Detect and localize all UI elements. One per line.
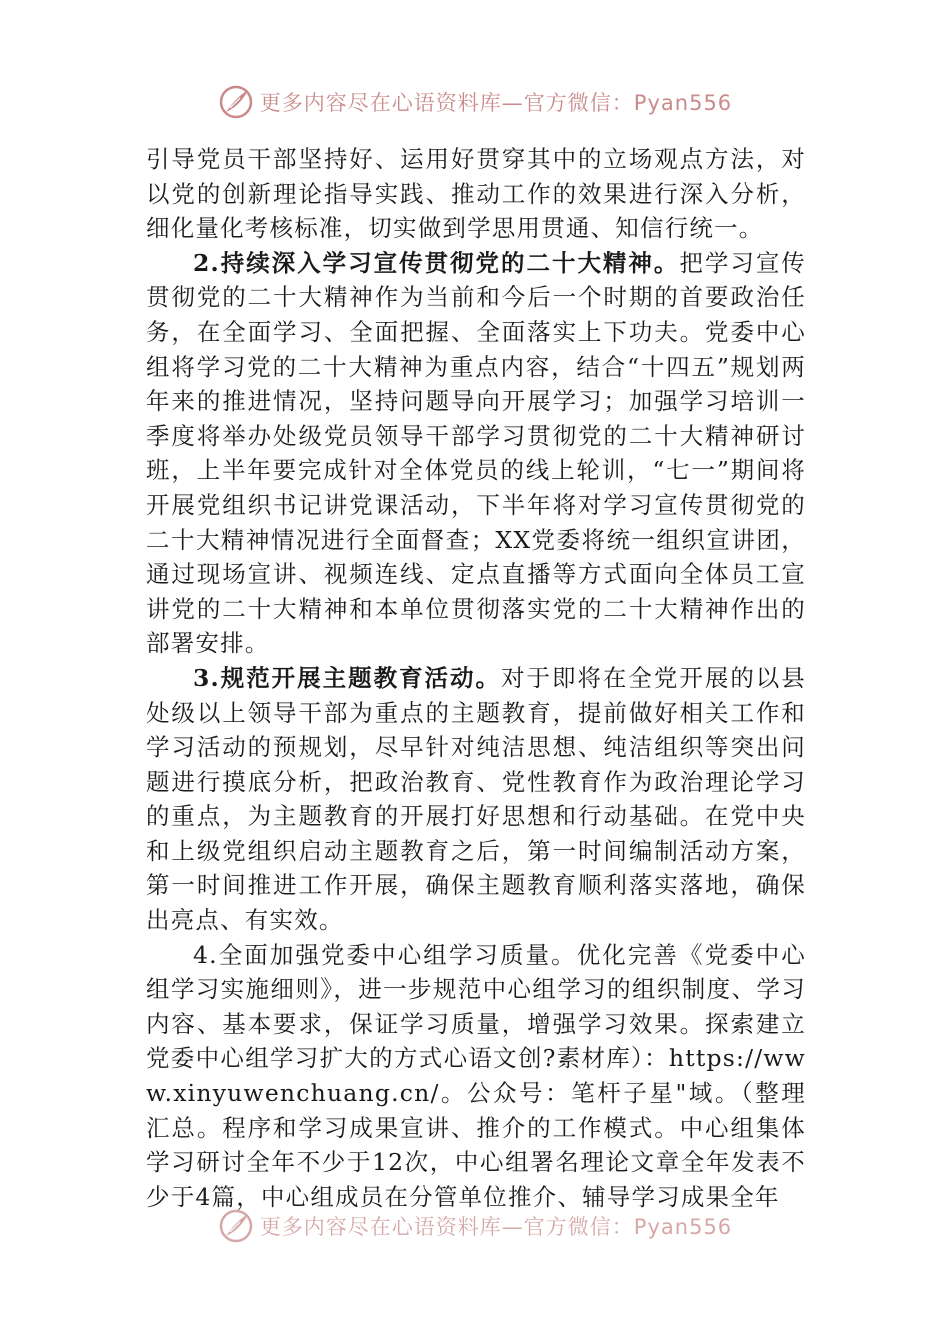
paragraph-2-heading: 2.持续深入学习宣传贯彻党的二十大精神。 [193,248,680,277]
paragraph-2-body: 把学习宣传贯彻党的二十大精神作为当前和今后一个时期的首要政治任务，在全面学习、全面把握、全面落实上下功夫。党委中心组将学习党的二十大精神为重点内容，结合“十四五”规划两年来的推进情况，坚持问题导向开展学习；加强学习培训一季度将举办处级党员领导干部学习贯彻党的二十大精神研讨班，上半年要完成针对全体党员的线上轮训，“七一”期间将开展党组织书记讲党课活动，下半年将对学习宣传贯彻党的二十大精神情况进行全面督查；XX党委将统一组织宣讲团，通过现场宣讲、视频连线、定点直播等方式面向全体员工宣讲党的二十大精神和本单位贯彻落实党的二十大精神作出的部署安排。 [146,248,806,658]
paragraph-1 [146,142,806,246]
paragraph-1-body: 引导党员干部坚持好、运用好贯穿其中的立场观点方法，对以党的创新理论指导实践、推动工作的效果进行深入分析，细化量化考核标准，切实做到学思用贯通、知信行统一。 [146,145,806,243]
source-url-link[interactable]: https://www.xinyuwenchuang.cn/ [146,1044,806,1108]
watermark-footer [0,1208,950,1244]
paragraph-2 [146,246,806,661]
paragraph-3 [146,661,806,938]
watermark-text: 更多内容尽在心语资料库—官方微信：Pyan556 [259,91,733,115]
paragraph-3-body: 对于即将在全党开展的以县处级以上领导干部为重点的主题教育，提前做好相关工作和学习活动的预规划，尽早针对纯洁思想、纯洁组织等突出问题进行摸底分析，把政治教育、党性教育作为政治理论学习的重点，为主题教育的开展打好思想和行动基础。在党中央和上级党组织启动主题教育之后，第一时间编制活动方案，第一时间推进工作开展，确保主题教育顺利落实落地，确保出亮点、有实效。 [146,663,806,935]
quill-logo-icon [218,1208,254,1244]
quill-logo-icon [218,84,254,120]
paragraph-4-body-b: 。公众号：笔杆子星"域。（整理汇总。程序和学习成果宣讲、推介的工作模式。中心组集体学习研讨全年不少于12次，中心组署名理论文章全年发表不少于4篇，中心组成员在分管单位推介、辅导学习成果全年 [146,1079,806,1211]
paragraph-4 [146,938,806,1215]
watermark-footer-text: 更多内容尽在心语资料库—官方微信：Pyan556 [259,1215,733,1239]
document-body [146,142,806,1214]
paragraph-4-body-a: 4.全面加强党委中心组学习质量。优化完善《党委中心组学习实施细则》，进一步规范中心组学习的组织制度、学习内容、基本要求，保证学习质量，增强学习效果。探索建立党委中心组学习扩大的方式心语文创?素材库）： [146,940,806,1073]
paragraph-3-heading: 3.规范开展主题教育活动。 [193,663,501,692]
watermark-header [0,84,950,120]
